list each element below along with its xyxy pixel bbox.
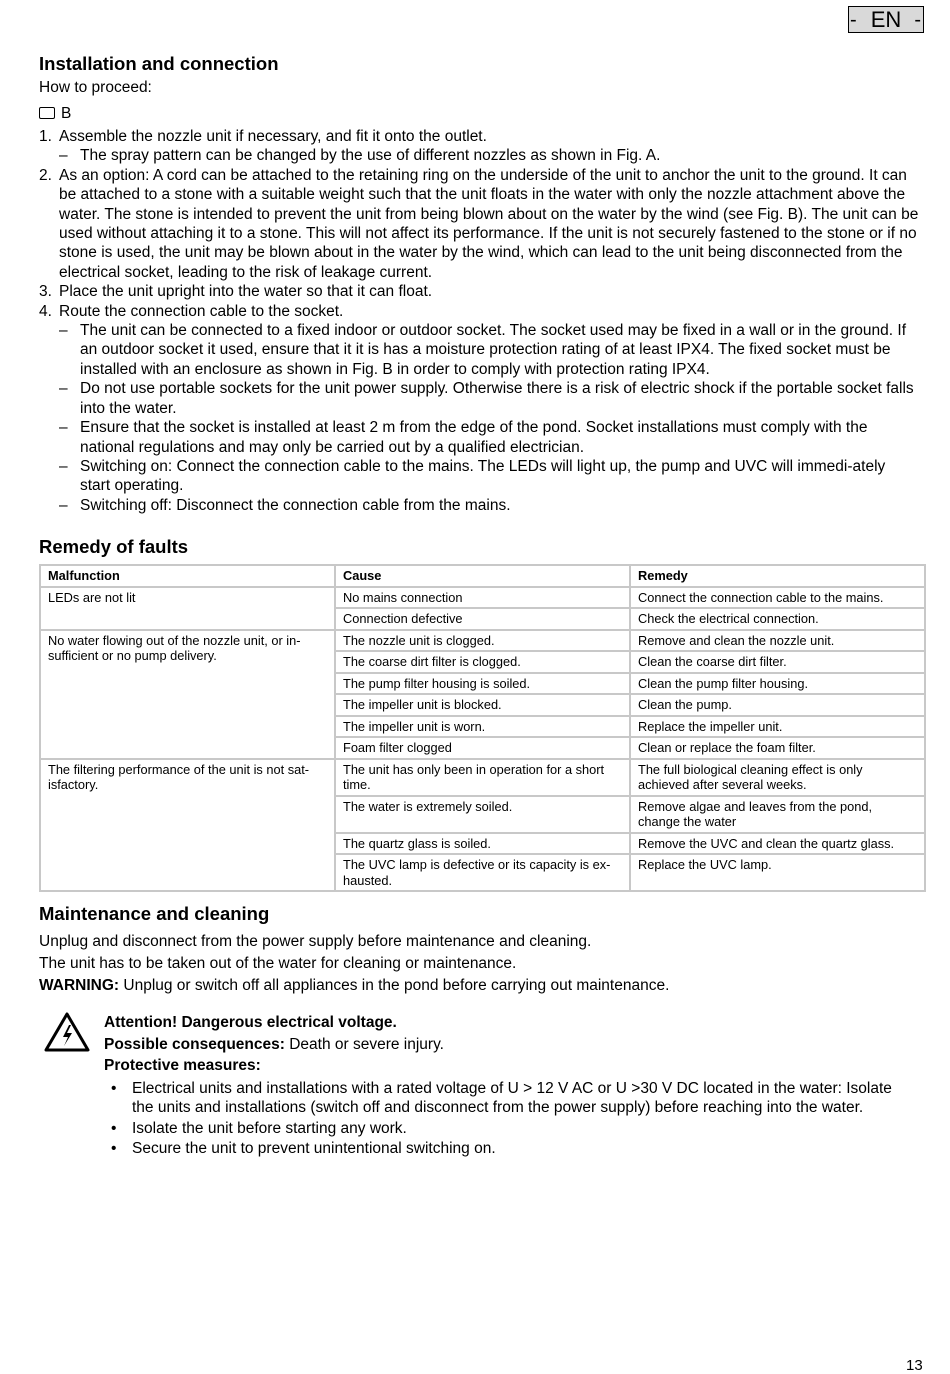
remedy-cell: The full biological cleaning effect is only achieved after several weeks. (631, 760, 924, 795)
bullet-mark: • (111, 1079, 117, 1097)
lang-dash-right: - (914, 9, 921, 31)
list-item (104, 1079, 914, 1118)
measure-text: Electrical units and installations with a rated voltage of U > 12 V AC or U >30 V DC located in the water: Isolate the units and installations (switch off and disconnect from the power supply) before reaching into the water. (132, 1079, 892, 1116)
warning-label: WARNING: (39, 977, 120, 994)
faults-title: Remedy of faults (39, 536, 189, 557)
cause-cell: The coarse dirt filter is clogged. (336, 652, 629, 672)
sub-text: Switching off: Disconnect the connection cable from the mains. (80, 496, 511, 514)
sub-dash: – (59, 419, 68, 437)
cause-cell: The impeller unit is worn. (336, 717, 629, 737)
cause-cell: The UVC lamp is defective or its capacity is ex-hausted. (336, 855, 629, 890)
malfunction-cell: No water flowing out of the nozzle unit, or in-sufficient or no pump delivery. (41, 631, 334, 758)
maintenance-line-1: Unplug and disconnect from the power supply before maintenance and cleaning. (39, 933, 592, 950)
language-tag (848, 6, 924, 33)
cause-cell: Foam filter clogged (336, 738, 629, 758)
malfunction-cell: The filtering performance of the unit is not sat-isfactory. (41, 760, 334, 891)
maintenance-warning (39, 975, 919, 997)
installation-title: Installation and connection (39, 53, 279, 74)
consequences-text: Death or severe injury. (284, 1035, 444, 1053)
cause-cell: The nozzle unit is clogged. (336, 631, 629, 651)
step-item (39, 302, 919, 515)
step-text: Assemble the nozzle unit if necessary, and fit it onto the outlet. (59, 128, 487, 145)
electrical-hazard-icon (44, 1012, 90, 1052)
consequences-line (104, 1034, 914, 1056)
cause-cell: The pump filter housing is soiled. (336, 674, 629, 694)
step-number: 3. (39, 283, 52, 301)
table-row (41, 760, 924, 795)
step-text: Place the unit upright into the water so that it can float. (59, 283, 433, 301)
sub-dash: – (59, 380, 68, 398)
bullet-mark: • (111, 1119, 117, 1137)
remedy-cell: Replace the impeller unit. (631, 717, 924, 737)
sub-dash: – (59, 147, 68, 165)
sub-item (59, 146, 919, 165)
installation-steps (39, 127, 919, 515)
sub-text: Do not use portable sockets for the unit power supply. Otherwise there is a risk of electric shock if the portable socket falls into the water. (80, 380, 914, 417)
remedy-cell: Clean the coarse dirt filter. (631, 652, 924, 672)
remedy-cell: Replace the UVC lamp. (631, 855, 924, 890)
list-item (104, 1119, 914, 1139)
remedy-cell: Remove the UVC and clean the quartz glass. (631, 834, 924, 854)
cause-cell: The water is extremely soiled. (336, 797, 629, 832)
cause-cell: The impeller unit is blocked. (336, 695, 629, 715)
cause-cell: No mains connection (336, 588, 629, 608)
warning-text: Unplug or switch off all appliances in the pond before carrying out maintenance. (119, 977, 670, 994)
remedy-cell: Remove algae and leaves from the pond, change the water (631, 797, 924, 832)
list-item (104, 1139, 914, 1159)
figure-label: B (61, 105, 72, 122)
header-remedy: Remedy (631, 566, 924, 586)
page-number: 13 (906, 1357, 923, 1374)
measure-text: Secure the unit to prevent unintentional switching on. (132, 1140, 496, 1157)
step-item (39, 166, 919, 282)
step-text: As an option: A cord can be attached to the retaining ring on the underside of the unit to anchor the unit to the ground. It can be attached to a stone with a suitable weight such that the unit floats in the water with only the nozzle attachment above the water. The stone is intended to prevent the unit from being blown about on the water by the wind (see Fig. B). The unit can be used without attaching it to a stone. This will not affect its performance. If the unit is not securely fastened to the stone or if no stone is used, the unit may be blown about in the water by the wind, which can lead to the unit being disconnected from the electrical socket, leading to the risk of leakage current. (59, 166, 919, 281)
measure-text: Isolate the unit before starting any work. (132, 1119, 407, 1137)
figure-icon (39, 107, 55, 119)
sub-text: The spray pattern can be changed by the use of different nozzles as shown in Fig. A. (80, 147, 661, 165)
lang-code: EN (870, 7, 902, 32)
sub-dash: – (59, 496, 68, 514)
remedy-cell: Check the electrical connection. (631, 609, 924, 629)
maintenance-intro (39, 931, 919, 997)
malfunction-cell: LEDs are not lit (41, 588, 334, 629)
sub-text: The unit can be connected to a fixed indoor or outdoor socket. The socket used may be fixed in a wall or in the ground. If an outdoor socket it used, ensure that it it is has a moisture protection rating of at least IPX4. The fixed socket must be installed with an enclosure as shown in Fig. B in order to comply with protection rating IPX4. (80, 322, 907, 378)
step-number: 4. (39, 302, 52, 320)
consequences-label: Possible consequences: (104, 1035, 285, 1053)
sub-item (59, 321, 919, 379)
faults-table (39, 564, 926, 892)
table-header-row (41, 566, 924, 586)
protective-label: Protective measures: (104, 1057, 261, 1074)
cause-cell: Connection defective (336, 609, 629, 629)
table-row (41, 588, 924, 608)
remedy-cell: Connect the connection cable to the mains. (631, 588, 924, 608)
remedy-cell: Clean the pump. (631, 695, 924, 715)
sub-item (59, 379, 919, 418)
step-text: Route the connection cable to the socket. (59, 302, 344, 320)
remedy-cell: Remove and clean the nozzle unit. (631, 631, 924, 651)
header-cause: Cause (336, 566, 629, 586)
sub-text: Switching on: Connect the connection cable to the mains. The LEDs will light up, the pump and UVC will immedi-ately start operating. (80, 457, 886, 495)
lang-dash-left: - (850, 9, 857, 31)
maintenance-title: Maintenance and cleaning (39, 903, 270, 924)
measures-list (104, 1079, 914, 1159)
remedy-cell: Clean or replace the foam filter. (631, 738, 924, 758)
maintenance-line-2: The unit has to be taken out of the water for cleaning or maintenance. (39, 955, 517, 972)
table-row (41, 631, 924, 651)
figure-reference (39, 104, 71, 123)
cause-cell: The unit has only been in operation for a short time. (336, 760, 629, 795)
sub-dash: – (59, 322, 68, 340)
hazard-block (104, 1012, 914, 1159)
bullet-mark: • (111, 1140, 117, 1157)
step-number: 1. (39, 128, 52, 145)
cause-cell: The quartz glass is soiled. (336, 834, 629, 854)
sub-dash: – (59, 457, 68, 475)
sub-item (59, 457, 919, 496)
header-malfunction: Malfunction (41, 566, 334, 586)
sub-item (59, 496, 919, 515)
how-to-proceed: How to proceed: (39, 79, 152, 96)
sub-item (59, 418, 919, 457)
step-item (39, 127, 919, 166)
step-number: 2. (39, 166, 52, 184)
remedy-cell: Clean the pump filter housing. (631, 674, 924, 694)
step-item (39, 282, 919, 301)
sub-text: Ensure that the socket is installed at least 2 m from the edge of the pond. Socket installations must comply with the national regulations and may only be carried out by a qualified electrician. (80, 419, 868, 456)
attention-text: Attention! Dangerous electrical voltage. (104, 1014, 397, 1031)
